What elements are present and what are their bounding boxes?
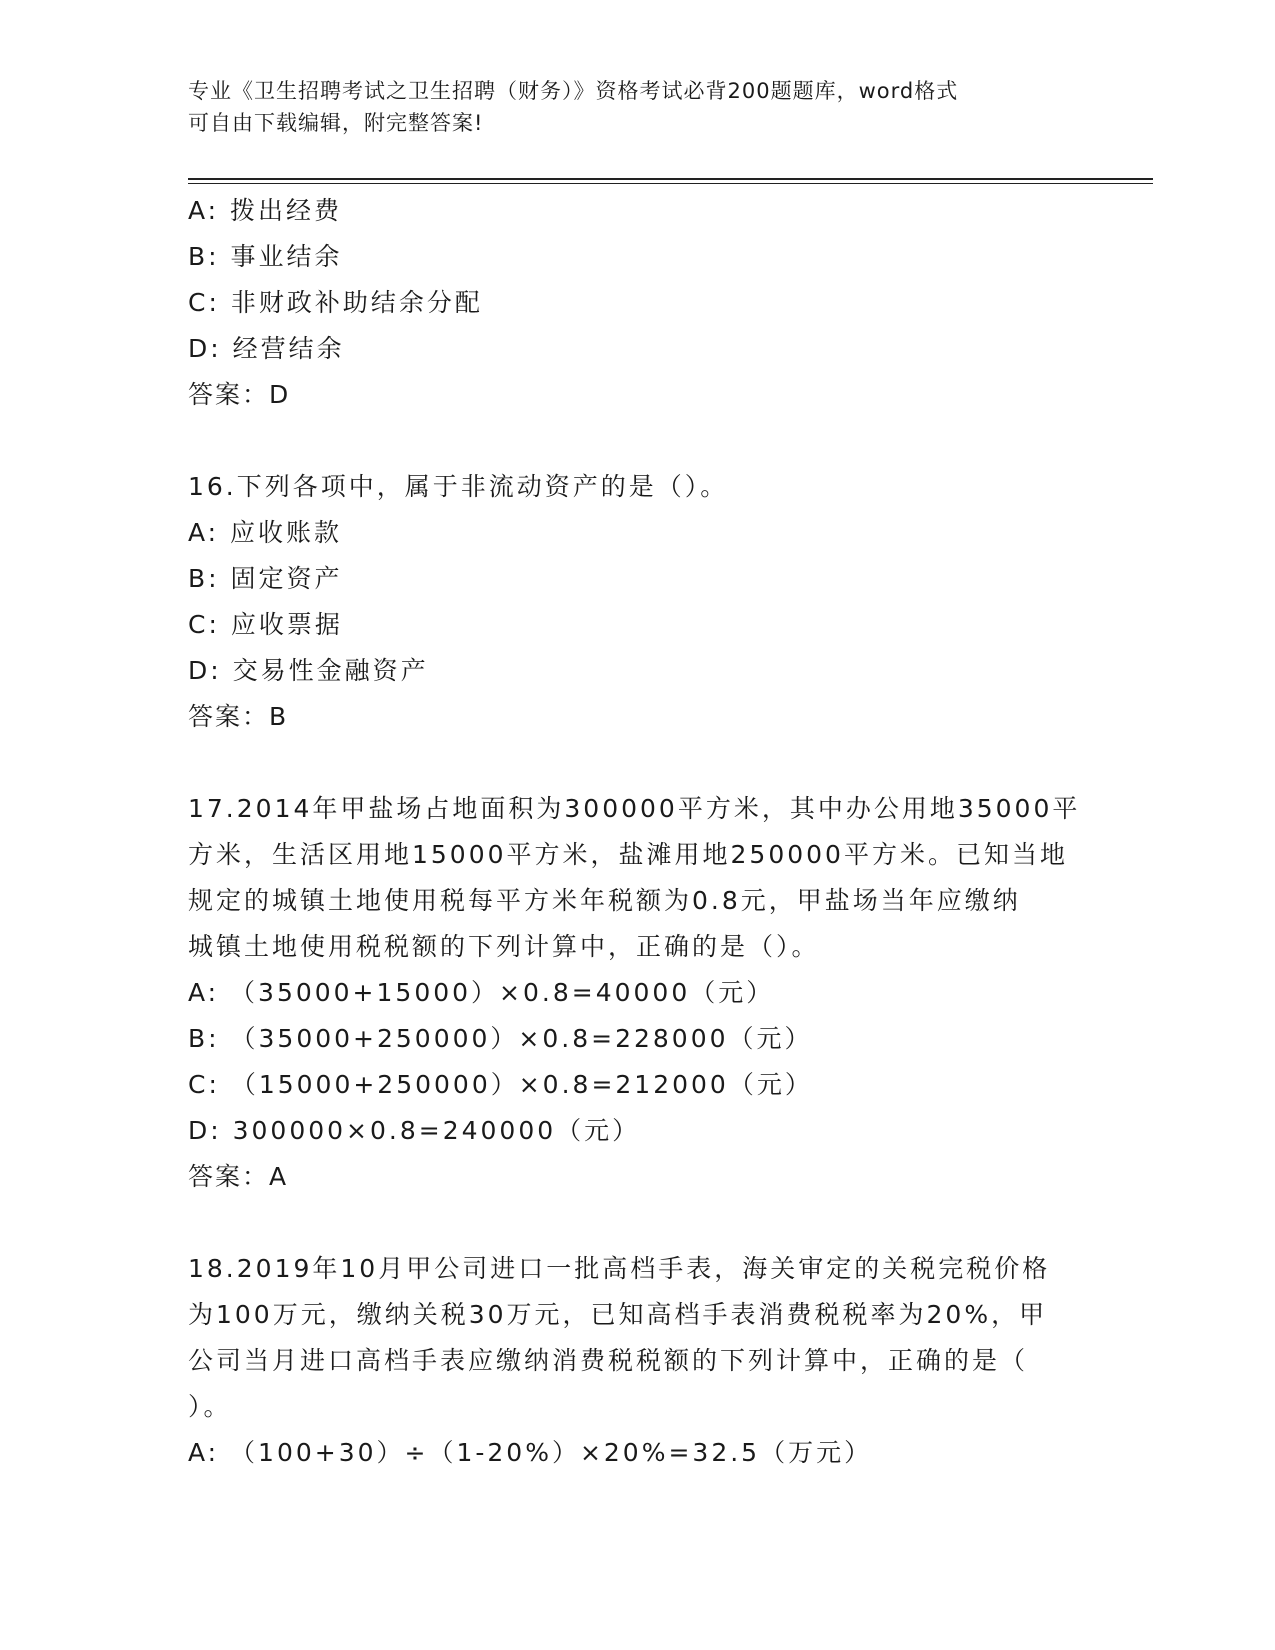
answer: 答案：D [188, 380, 291, 409]
option-a: A: （35000+15000）×0.8=40000（元） [188, 978, 775, 1007]
option-a: A: 应收账款 [188, 518, 343, 547]
option-b: B: 固定资产 [188, 564, 343, 593]
spacer [188, 1200, 1078, 1246]
option-c: C: 应收票据 [188, 610, 343, 639]
question-16 [188, 464, 1078, 740]
option-d: D: 交易性金融资产 [188, 656, 429, 685]
answer: 答案：A [188, 1162, 289, 1191]
header-line-1: 专业《卫生招聘考试之卫生招聘（财务）》资格考试必背200题题库，word格式 [188, 79, 959, 103]
option-d: D: 经营结余 [188, 334, 345, 363]
option-d: D: 300000×0.8=240000（元） [188, 1116, 641, 1145]
question-17 [188, 786, 1081, 1200]
question-text-line-2: 方米，生活区用地15000平方米，盐滩用地250000平方米。已知当地 [188, 840, 1068, 869]
question-text-line-3: 规定的城镇土地使用税每平方米年税额为0.8元，甲盐场当年应缴纳 [188, 886, 1021, 915]
question-18 [188, 1246, 1078, 1476]
question-text-line-1: 17.2014年甲盐场占地面积为300000平方米，其中办公用地35000平 [188, 794, 1081, 823]
option-b: B: （35000+250000）×0.8=228000（元） [188, 1024, 813, 1053]
question-text-line-2: 为100万元，缴纳关税30万元，已知高档手表消费税税率为20%，甲 [188, 1300, 1048, 1329]
spacer [188, 418, 1078, 464]
option-b: B: 事业结余 [188, 242, 343, 271]
header-rule-thick [188, 178, 1153, 180]
page-header [188, 75, 1088, 139]
option-a: A: （100+30）÷（1-20%）×20%=32.5（万元） [188, 1438, 873, 1467]
option-a: A: 拨出经费 [188, 196, 343, 225]
question-text-line-1: 18.2019年10月甲公司进口一批高档手表，海关审定的关税完税价格 [188, 1254, 1051, 1283]
header-rule-thin [188, 183, 1153, 184]
question-text-line-3: 公司当月进口高档手表应缴纳消费税税额的下列计算中，正确的是（ [188, 1346, 1029, 1375]
question-text-line-4: 城镇土地使用税税额的下列计算中，正确的是（）。 [188, 932, 820, 961]
option-c: C: （15000+250000）×0.8=212000（元） [188, 1070, 813, 1099]
option-c: C: 非财政补助结余分配 [188, 288, 483, 317]
header-line-2: 可自由下载编辑，附完整答案! [188, 111, 484, 135]
answer: 答案：B [188, 702, 289, 731]
question-text-line-4: ）。 [188, 1392, 232, 1421]
question-15 [188, 188, 1078, 418]
question-content [188, 188, 1081, 1476]
question-text: 16.下列各项中，属于非流动资产的是（）。 [188, 472, 729, 501]
spacer [188, 740, 1078, 786]
